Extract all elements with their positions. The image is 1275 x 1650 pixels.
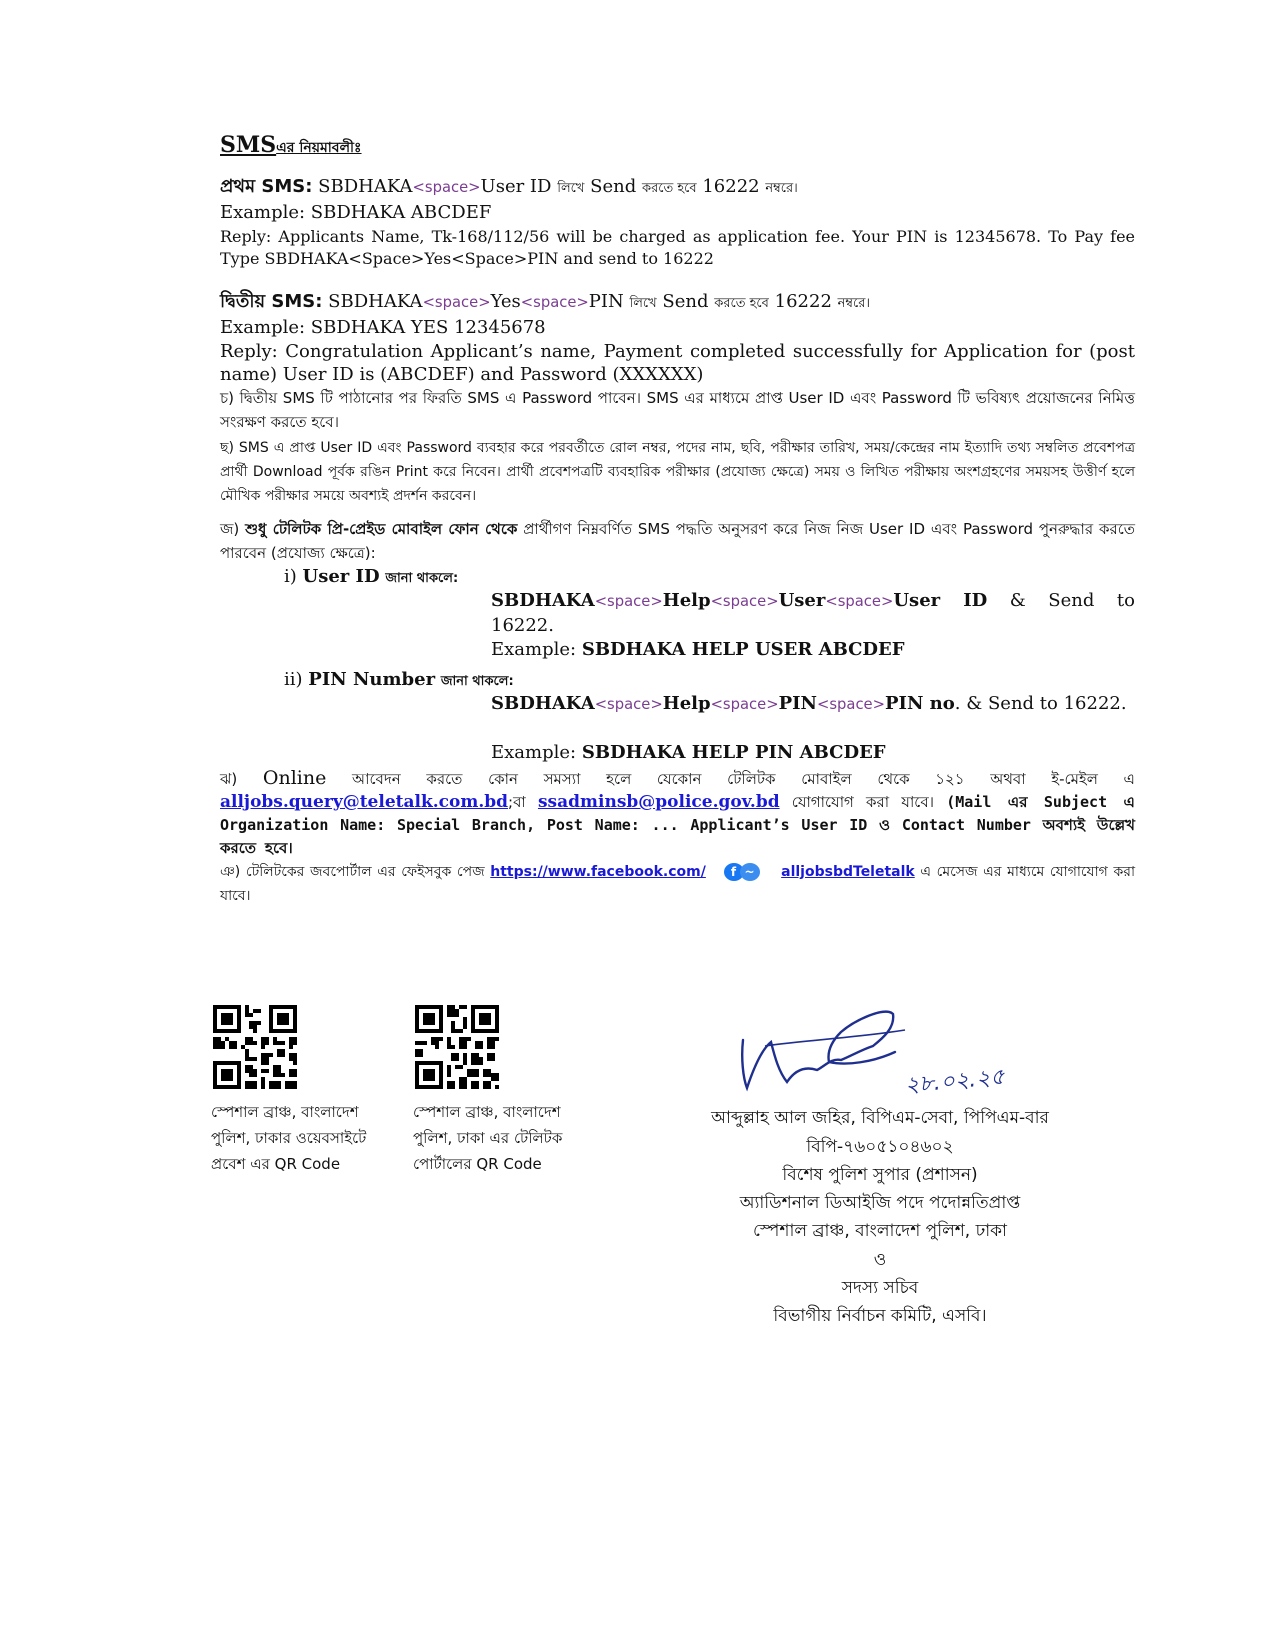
example-value: SBDHAKA HELP PIN ABCDEF xyxy=(581,742,886,763)
facebook-messenger-icon: f ~ xyxy=(724,861,764,883)
second-sms-bn-2: করতে হবে xyxy=(714,296,769,311)
space-token: <space> xyxy=(412,179,481,196)
example-label: Example: xyxy=(491,742,577,763)
cmd-token: SBDHAKA xyxy=(491,590,595,611)
second-sms-send: Send xyxy=(662,291,709,312)
first-sms-send: Send xyxy=(590,176,637,197)
cmd-token: PIN xyxy=(778,693,817,714)
qr-caption-teletalk xyxy=(413,1099,613,1177)
cmd-token: Help xyxy=(662,693,711,714)
item-nio xyxy=(220,860,1135,908)
second-sms-number: 16222 xyxy=(774,291,832,312)
second-sms-reply: Reply: Congratulation Applicant’s name, Payment completed successfully for Application for (post name) User ID is (ABCDEF) and Password (XXXXXX) xyxy=(220,341,1135,385)
space-token: <space> xyxy=(594,696,663,713)
first-sms-number: 16222 xyxy=(702,176,760,197)
sms-rules-heading xyxy=(220,132,1135,160)
second-sms-bn-1: লিখে xyxy=(629,296,657,311)
recover-pin-label-bold: PIN Number xyxy=(308,669,436,690)
second-sms-line xyxy=(220,290,1135,316)
first-sms-line xyxy=(220,175,1135,201)
second-sms-label: দ্বিতীয় SMS: xyxy=(220,291,323,312)
item-jh-contact: যোগাযোগ করা যাবে। xyxy=(791,793,935,811)
first-sms-label: প্রথম SMS: xyxy=(220,176,313,197)
cmd-token: SBDHAKA xyxy=(491,693,595,714)
item-jh xyxy=(220,767,1135,860)
sig-line-4: অ্যাডিশনাল ডিআইজি পদে পদোন্নতিপ্রাপ্ত xyxy=(739,1193,1021,1213)
recover-user-label-bn: জানা থাকলে: xyxy=(385,571,459,586)
qr-caption-line: পোর্টালের QR Code xyxy=(413,1155,542,1173)
sig-line-5: স্পেশাল ব্রাঞ্চ, বাংলাদেশ পুলিশ, ঢাকা xyxy=(753,1221,1007,1241)
item-nio-tail: এ মেসেজ এর মাধ্যমে যোগাযোগ করা যাবে। xyxy=(220,864,1136,904)
recover-user-command xyxy=(491,589,1135,638)
recover-user-example xyxy=(491,638,1135,662)
item-jh-text: আবেদন করতে কোন সমস্যা হলে যেকোন টেলিটক মোবাইল থেকে ১২১ অথবা ই-মেইল এ xyxy=(352,770,1135,788)
facebook-url-link[interactable]: https://www.facebook.com/ xyxy=(490,864,706,880)
recover-pin-tail: . & Send to 16222. xyxy=(954,693,1127,714)
sig-line-1: আব্দুল্লাহ আল জহির, বিপিএম-সেবা, পিপিএম-বার xyxy=(711,1108,1049,1128)
recover-user-label-bold: User ID xyxy=(302,566,380,587)
qr-caption-line: স্পেশাল ব্রাঞ্চ, বাংলাদেশ xyxy=(413,1103,561,1121)
email-link-police[interactable]: ssadminsb@police.gov.bd xyxy=(537,792,780,812)
item-j-rest: প্রার্থীগণ নিম্নবর্ণিত SMS পদ্ধতি অনুসরণ করে নিজ নিজ User ID এবং Password পুনরুদ্ধার করতে পারবেন (প্রযোজ্য ক্ষেত্রে): xyxy=(220,520,1135,562)
second-sms-bn-3: নম্বরে। xyxy=(837,296,871,311)
item-nio-prefix: ঞ) xyxy=(220,864,241,880)
recover-user-label xyxy=(284,565,884,591)
sig-line-8: বিভাগীয় নির্বাচন কমিটি, এসবি। xyxy=(773,1306,987,1326)
qr-caption-website xyxy=(211,1099,411,1177)
example-value: SBDHAKA HELP USER ABCDEF xyxy=(581,639,905,660)
first-sms-bn-3: নম্বরে। xyxy=(765,181,798,196)
recover-pin-label-bn: জানা থাকলে: xyxy=(440,674,514,689)
heading-suffix: এর নিয়মাবলীঃ xyxy=(276,140,362,156)
item-jh-online: Online xyxy=(262,767,327,789)
roman-i: i) xyxy=(284,566,297,587)
recover-pin-example xyxy=(491,741,1135,765)
space-token: <space> xyxy=(825,593,894,610)
roman-ii: ii) xyxy=(284,669,303,690)
sig-line-3: বিশেষ পুলিশ সুপার (প্রশাসন) xyxy=(782,1165,978,1185)
qr-caption-line: পুলিশ, ঢাকার ওয়েবসাইটে xyxy=(211,1129,367,1147)
qr-code-website xyxy=(213,1005,297,1089)
first-sms-cmd-b: User ID xyxy=(480,176,552,197)
item-j-prefix: জ) xyxy=(220,520,240,538)
sig-line-2: বিপি-৭৬০৫১০৪৬০২ xyxy=(806,1137,954,1157)
cmd-token: User ID xyxy=(893,590,988,611)
space-token: <space> xyxy=(422,294,491,311)
recover-pin-command xyxy=(491,692,1135,717)
space-token: <space> xyxy=(817,696,885,713)
first-sms-bn-2: করতে হবে xyxy=(641,181,697,196)
first-sms-cmd-a: SBDHAKA xyxy=(318,176,413,197)
qr-caption-line: প্রবেশ এর QR Code xyxy=(211,1155,341,1173)
space-token: <space> xyxy=(520,294,589,311)
sig-line-7: সদস্য সচিব xyxy=(841,1278,919,1298)
email-link-teletalk[interactable]: alljobs.query@teletalk.com.bd xyxy=(220,792,509,812)
recover-user-tail: & Send to 16222. xyxy=(491,590,1136,636)
space-token: <space> xyxy=(594,593,663,610)
second-sms-cmd-b: Yes xyxy=(490,291,521,312)
first-sms-bn-1: লিখে xyxy=(557,181,585,196)
item-chh: ছ) SMS এ প্রাপ্ত User ID এবং Password ব্যবহার করে পরবর্তীতে রোল নম্বর, পদের নাম, ছবি, পরীক্ষার তারিখ, সময়/কেন্দ্রের নাম ইত্যাদি তথ্য সম্বলিত প্রবেশপত্র প্রার্থী Download পূর্বক রঙিন Print করে নিবেন। প্রার্থী প্রবেশপত্রটি ব্যবহারিক পরীক্ষার (প্রযোজ্য ক্ষেত্রে) সময় ও লিখিত পরীক্ষায় অংশগ্রহণের সময়সহ উত্তীর্ণ হলে মৌখিক পরীক্ষার সময়ে অবশ্যই প্রদর্শন করবেন। xyxy=(220,440,1135,504)
item-nio-text: টেলিটকের জবপোর্টাল এর ফেইসবুক পেজ xyxy=(245,864,485,880)
facebook-page-link[interactable]: alljobsbdTeletalk xyxy=(781,864,915,880)
second-sms-cmd-c: PIN xyxy=(588,291,624,312)
space-token: <space> xyxy=(710,593,779,610)
example-label: Example: xyxy=(491,639,577,660)
heading-sms: SMS xyxy=(220,132,277,158)
qr-caption-line: পুলিশ, ঢাকা এর টেলিটক xyxy=(413,1129,563,1147)
cmd-token: PIN no xyxy=(885,693,955,714)
handwritten-signature xyxy=(735,1000,915,1095)
item-j-bold: শুধু টেলিটক প্রি-প্রেইড মোবাইল ফোন থেকে xyxy=(245,520,518,538)
qr-caption-line: স্পেশাল ব্রাঞ্চ, বাংলাদেশ xyxy=(211,1103,359,1121)
cmd-token: User xyxy=(778,590,826,611)
sig-line-6: ও xyxy=(873,1250,887,1270)
item-jh-mail-note: (Mail এর Subject এ Organization Name: Special Branch, Post Name: ... Applicant’s User ID ও Contact Number অবশ্যই উল্লেখ করতে হবে। xyxy=(220,793,1135,857)
item-jh-prefix: ঝ) xyxy=(220,770,238,788)
item-jh-sep: ;বা xyxy=(508,793,526,811)
first-sms-reply: Reply: Applicants Name, Tk-168/112/56 will be charged as application fee. Your PIN is 12345678. To Pay fee Type SBDHAKA<Space>Yes<Space>PIN and send to 16222 xyxy=(220,227,1135,268)
second-sms-example: Example: SBDHAKA YES 12345678 xyxy=(220,317,546,338)
second-sms-cmd-a: SBDHAKA xyxy=(328,291,423,312)
signature-date: ২৮.০২.২৫ xyxy=(904,1064,1006,1099)
cmd-token: Help xyxy=(662,590,711,611)
qr-code-teletalk-portal xyxy=(415,1005,499,1089)
item-j xyxy=(220,517,1135,565)
space-token: <space> xyxy=(710,696,779,713)
item-ch: চ) দ্বিতীয় SMS টি পাঠানোর পর ফিরতি SMS এ Password পাবেন। SMS এর মাধ্যমে প্রাপ্ত User ID এবং Password টি ভবিষ্যৎ প্রয়োজনের নিমিত্ত সংরক্ষণ করতে হবে। xyxy=(220,389,1135,431)
first-sms-example: Example: SBDHAKA ABCDEF xyxy=(220,202,492,223)
recover-pin-label xyxy=(284,668,884,694)
